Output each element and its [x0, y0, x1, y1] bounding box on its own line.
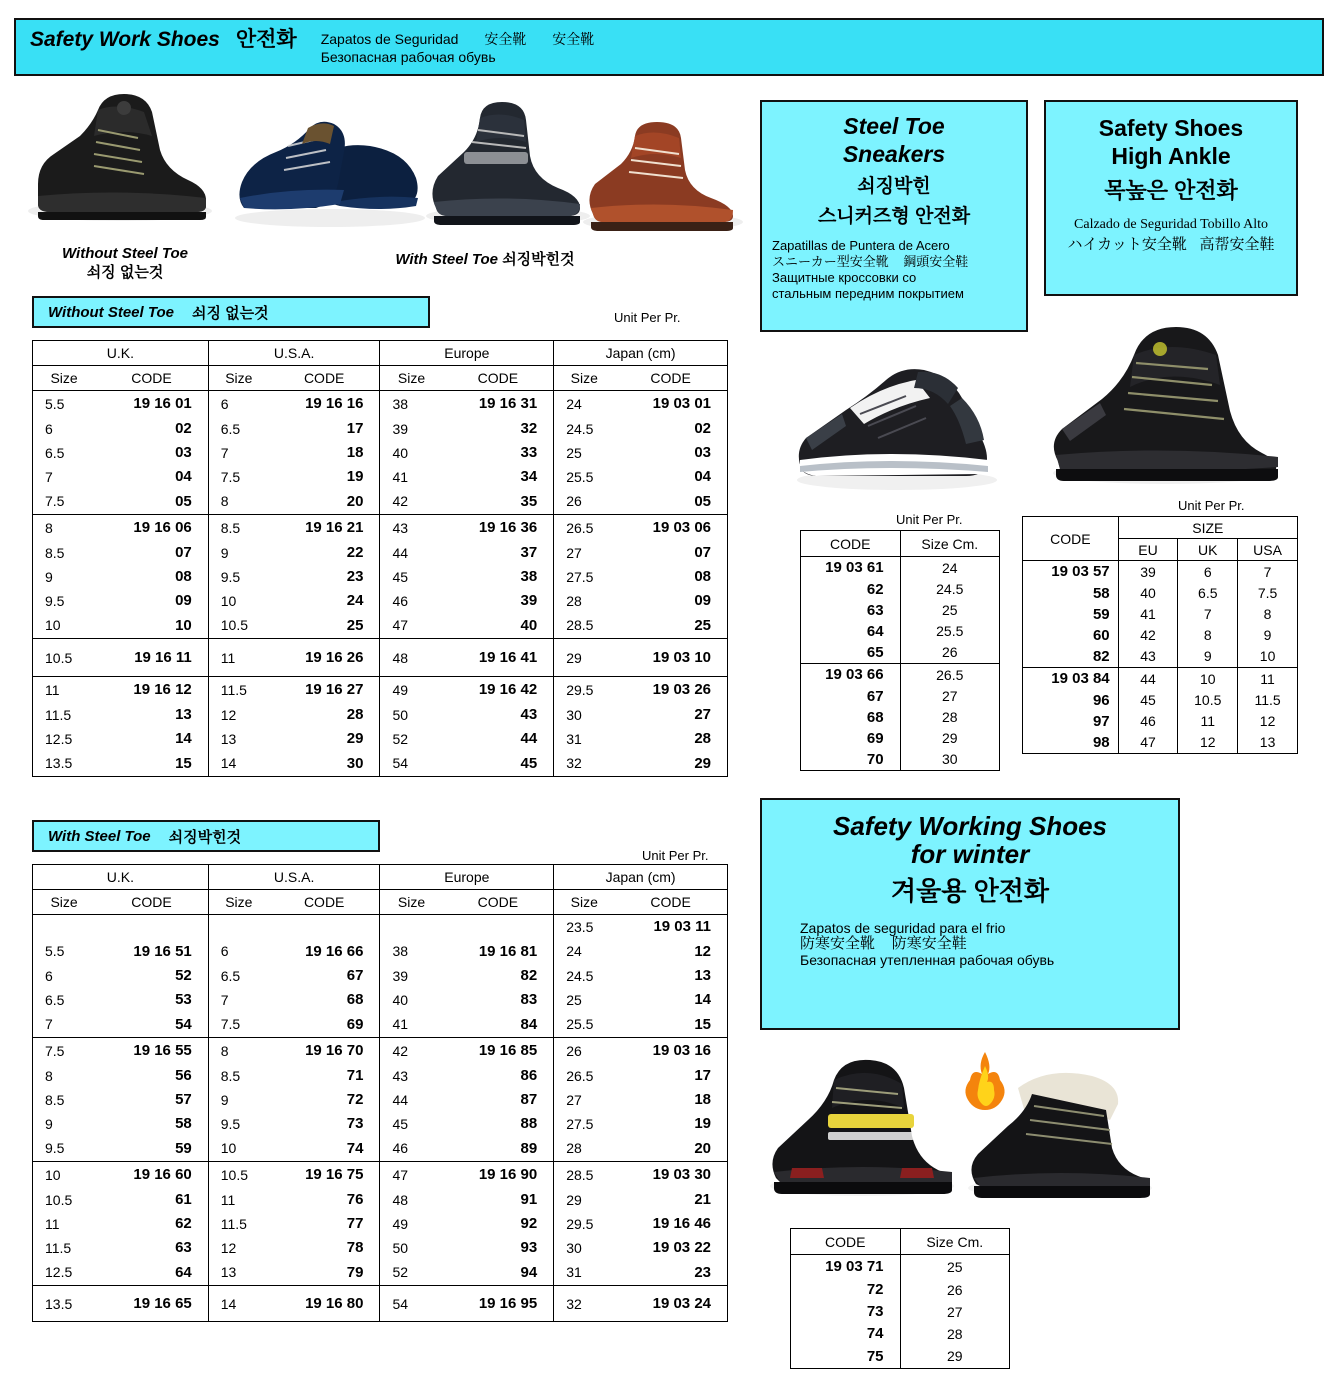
- col-code: CODE: [443, 366, 554, 391]
- table-row: 11 62 11.5 77 49 92 29.5 19 16 46: [33, 1212, 728, 1236]
- table-row: 9.5 59 10 74 46 89 28 20: [33, 1136, 728, 1162]
- table-row: 7 04 7.5 19 41 34 25.5 04: [33, 465, 728, 489]
- caption-without-steel-toe: Without Steel Toe 쇠징 없는것: [62, 245, 188, 281]
- section-title-with-steel-toe: With Steel Toe 쇠징박힌것: [32, 820, 380, 852]
- col-code: CODE: [95, 890, 208, 915]
- col-code: CODE: [95, 366, 208, 391]
- col-size: Size: [380, 366, 443, 391]
- table-row: 69 29: [801, 728, 1000, 749]
- banner-title-ru: Безопасная рабочая обувь: [320, 49, 496, 65]
- table-row: 7.5 05 8 20 42 35 26 05: [33, 489, 728, 515]
- col-size: Size: [554, 890, 615, 915]
- table-row: 70 30: [801, 749, 1000, 771]
- table-row: 19 03 66 26.5: [801, 664, 1000, 686]
- table-row: 6.5 03 7 18 40 33 25 03: [33, 441, 728, 465]
- table-row: 65 26: [801, 642, 1000, 664]
- sneakers-sub-ru1: Защитные кроссовки со: [772, 270, 917, 285]
- photo-brown-boot: [575, 114, 750, 234]
- col-code: CODE: [1023, 517, 1119, 561]
- unit-per-pr-1: Unit Per Pr.: [614, 310, 681, 325]
- sneakers-sub-es: Zapatillas de Puntera de Acero: [772, 238, 950, 253]
- col-code: CODE: [614, 890, 727, 915]
- sneakers-sub-jpcn: スニーカー型安全靴 鋼頭安全鞋: [772, 254, 969, 269]
- winter-title-line1: Safety Working Shoes: [832, 811, 1108, 841]
- col-uk: UK: [1178, 539, 1238, 561]
- photo-grey-boot: [420, 94, 595, 229]
- table-row: 6.5 53 7 68 40 83 25 14: [33, 988, 728, 1012]
- size-table-with-steel-toe: [32, 864, 728, 1322]
- photo-navy-shoe-pair: [230, 106, 430, 231]
- photo-winter-boot-1: [762, 1050, 962, 1200]
- col-code: CODE: [443, 890, 554, 915]
- table-row: 13.5 15 14 30 54 45 32 29: [33, 751, 728, 777]
- winter-title-line2: for winter: [910, 839, 1030, 869]
- winter-sub-jpcn: 防寒安全靴 防寒安全鞋: [800, 935, 967, 952]
- table-row: 73 27: [791, 1301, 1010, 1323]
- table-row: 75 29: [791, 1345, 1010, 1369]
- table-row: 62 24.5: [801, 579, 1000, 600]
- table-row: 59 41 7 8: [1023, 604, 1298, 625]
- table-row: 19 03 57 39 6 7: [1023, 561, 1298, 583]
- col-usa: USA: [1238, 539, 1298, 561]
- table-row: 11.5 63 12 78 50 93 30 19 03 22: [33, 1236, 728, 1260]
- col-region-uk: U.K.: [33, 341, 209, 366]
- table-row: 11 19 16 12 11.5 19 16 27 49 19 16 42 29.5 19 03 26: [33, 677, 728, 703]
- panel-steel-toe-sneakers: [760, 100, 1028, 332]
- photo-winter-boot-2: [960, 1060, 1160, 1202]
- size-table-without-steel-toe: [32, 340, 728, 777]
- page-banner: [14, 18, 1324, 76]
- col-region-eu: Europe: [380, 341, 554, 366]
- panel-safety-working-shoes-winter: [760, 798, 1180, 1030]
- table-row: 13.5 19 16 65 14 19 16 80 54 19 16 95 32 19 03 24: [33, 1286, 728, 1322]
- table-row: 9 08 9.5 23 45 38 27.5 08: [33, 565, 728, 589]
- col-region-usa: U.S.A.: [208, 865, 380, 890]
- product-photo-strip: [20, 84, 740, 244]
- table-row: 97 46 11 12: [1023, 711, 1298, 732]
- table-row: 58 40 6.5 7.5: [1023, 583, 1298, 604]
- table-row: 19 03 71 25: [791, 1255, 1010, 1279]
- table-row: 9.5 09 10 24 46 39 28 09: [33, 589, 728, 613]
- col-region-jp: Japan (cm): [554, 341, 728, 366]
- caption-with-steel-toe: With Steel Toe 쇠징박힌것: [395, 251, 575, 268]
- col-code: CODE: [269, 366, 380, 391]
- col-region-usa: U.S.A.: [208, 341, 380, 366]
- table-row: 63 25: [801, 600, 1000, 621]
- sneakers-title-line2: Sneakers: [842, 141, 946, 167]
- winter-title-kr: 겨울용 안전화: [891, 876, 1049, 906]
- table-row: 6 52 6.5 67 39 82 24.5 13: [33, 964, 728, 988]
- col-code: CODE: [614, 366, 727, 391]
- table-row: 10.5 19 16 11 11 19 16 26 48 19 16 41 29 19 03 10: [33, 639, 728, 677]
- col-code: CODE: [269, 890, 380, 915]
- winter-sub-es: Zapatos de seguridad para el frio: [800, 920, 1006, 936]
- highankle-title-line1: Safety Shoes: [1098, 115, 1244, 141]
- col-region-jp: Japan (cm): [554, 865, 728, 890]
- photo-high-ankle-boot: [1040, 305, 1290, 490]
- table-row: 19 03 61 24: [801, 557, 1000, 579]
- col-size: Size: [33, 890, 96, 915]
- col-eu: EU: [1118, 539, 1178, 561]
- highankle-sub-jpcn: ハイカット安全靴 高帮安全鞋: [1067, 236, 1275, 253]
- highankle-title-kr: 목높은 안전화: [1104, 178, 1238, 203]
- table-row: 74 28: [791, 1323, 1010, 1345]
- table-row: 68 28: [801, 707, 1000, 728]
- col-size: Size: [380, 890, 443, 915]
- sneakers-sub-ru2: стальным передним покрытием: [772, 286, 964, 301]
- table-row: 72 26: [791, 1279, 1010, 1301]
- table-row: 10 19 16 60 10.5 19 16 75 47 19 16 90 28.5 19 03 30: [33, 1162, 728, 1188]
- section-title-without-steel-toe: Without Steel Toe 쇠징 없는것: [32, 296, 430, 328]
- panel-safety-shoes-high-ankle: [1044, 100, 1298, 296]
- size-table-sneakers: [800, 530, 1000, 771]
- size-table-winter: [790, 1228, 1010, 1369]
- table-row: 10.5 61 11 76 48 91 29 21: [33, 1188, 728, 1212]
- banner-title-cn: 安全靴: [552, 31, 595, 47]
- table-row: 10 10 10.5 25 47 40 28.5 25: [33, 613, 728, 639]
- col-size-cm: Size Cm.: [900, 531, 999, 557]
- photo-steel-toe-sneaker: [790, 340, 1005, 495]
- col-size: Size: [33, 366, 96, 391]
- col-code: CODE: [801, 531, 901, 557]
- table-row: 60 42 8 9: [1023, 625, 1298, 646]
- table-row: 7 54 7.5 69 41 84 25.5 15: [33, 1012, 728, 1038]
- col-code: CODE: [791, 1229, 901, 1255]
- table-row: 11.5 13 12 28 50 43 30 27: [33, 703, 728, 727]
- winter-sub-ru: Безопасная утепленная рабочая обувь: [800, 952, 1055, 968]
- table-row: 5.5 19 16 01 6 19 16 16 38 19 16 31 24 19 03 01: [33, 391, 728, 417]
- table-row: 19 03 84 44 10 11: [1023, 668, 1298, 690]
- table-row: 8 19 16 06 8.5 19 16 21 43 19 16 36 26.5 19 03 06: [33, 515, 728, 541]
- table-row: 8 56 8.5 71 43 86 26.5 17: [33, 1064, 728, 1088]
- table-row: 67 27: [801, 686, 1000, 707]
- col-size: Size: [554, 366, 615, 391]
- col-size: SIZE: [1118, 517, 1297, 539]
- table-row: 6 02 6.5 17 39 32 24.5 02: [33, 417, 728, 441]
- banner-title-es: Zapatos de Seguridad: [320, 31, 459, 47]
- table-row: 5.5 19 16 51 6 19 16 66 38 19 16 81 24 12: [33, 939, 728, 964]
- highankle-title-line2: High Ankle: [1111, 143, 1231, 169]
- table-row: 82 43 9 10: [1023, 646, 1298, 668]
- unit-per-pr-highankle: Unit Per Pr.: [1178, 498, 1245, 513]
- table-row: 7.5 19 16 55 8 19 16 70 42 19 16 85 26 19 03 16: [33, 1038, 728, 1064]
- unit-per-pr-2: Unit Per Pr.: [642, 848, 709, 863]
- table-row: 23.5 19 03 11: [33, 915, 728, 939]
- size-table-high-ankle: [1022, 516, 1298, 754]
- banner-title-en: Safety Work Shoes: [30, 28, 220, 51]
- col-region-uk: U.K.: [33, 865, 209, 890]
- col-region-eu: Europe: [380, 865, 554, 890]
- table-row: 8.5 57 9 72 44 87 27 18: [33, 1088, 728, 1112]
- table-row: 12.5 14 13 29 52 44 31 28: [33, 727, 728, 751]
- banner-title-jp: 安全靴: [484, 31, 527, 47]
- sneakers-title-line1: Steel Toe: [843, 113, 945, 139]
- col-size-cm: Size Cm.: [900, 1229, 1009, 1255]
- unit-per-pr-sneakers: Unit Per Pr.: [896, 512, 963, 527]
- col-size: Size: [208, 366, 269, 391]
- table-row: 8.5 07 9 22 44 37 27 07: [33, 541, 728, 565]
- table-row: 98 47 12 13: [1023, 732, 1298, 754]
- photo-black-boot: [20, 84, 220, 224]
- table-row: 12.5 64 13 79 52 94 31 23: [33, 1260, 728, 1286]
- banner-title-kr: 안전화: [235, 28, 297, 51]
- table-row: 96 45 10.5 11.5: [1023, 690, 1298, 711]
- table-row: 9 58 9.5 73 45 88 27.5 19: [33, 1112, 728, 1136]
- sneakers-title-kr1: 쇠징박힌: [857, 176, 931, 197]
- highankle-sub-es: Calzado de Seguridad Tobillo Alto: [1074, 217, 1268, 232]
- col-size: Size: [208, 890, 269, 915]
- sneakers-title-kr2: 스니커즈형 안전화: [817, 206, 971, 227]
- table-row: 64 25.5: [801, 621, 1000, 642]
